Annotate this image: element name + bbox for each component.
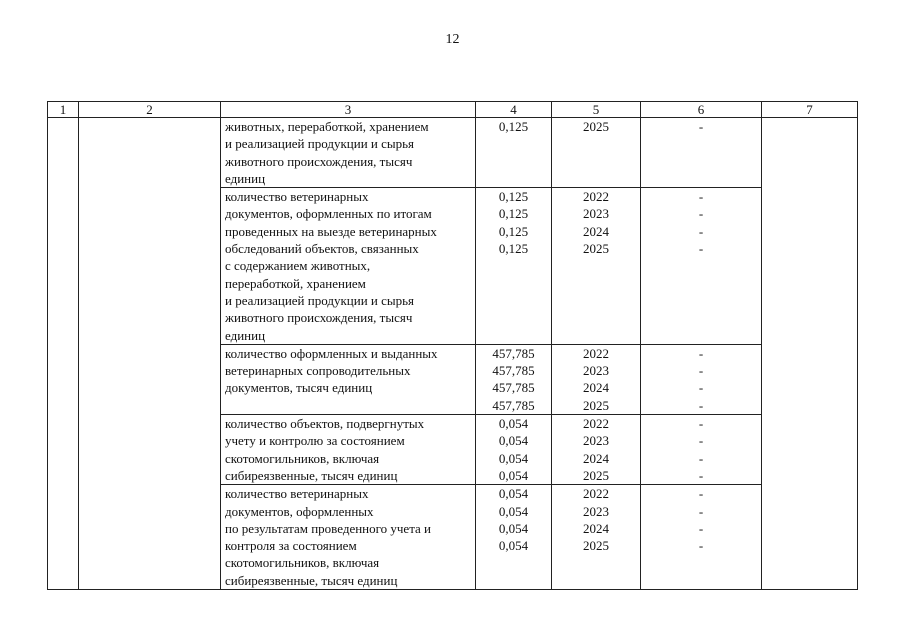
indicator-name (221, 188, 476, 345)
col6-cell (641, 118, 762, 188)
header-cell-4: 4 (476, 102, 552, 118)
data-table (47, 101, 858, 590)
col6-cell (641, 344, 762, 414)
col6-cell-line: - (698, 467, 704, 483)
indicator-name-line: животного происхождения, тысяч (225, 153, 413, 169)
header-cell-2: 2 (79, 102, 221, 118)
value-cell-line: 457,785 (492, 345, 535, 361)
value-cell-line: 0,054 (498, 450, 529, 466)
header-cell-1: 1 (48, 102, 79, 118)
year-cell-line: 2023 (583, 433, 609, 449)
indicator-name-line: количество оформленных и выданных (225, 345, 438, 361)
year-cell (552, 188, 641, 345)
col6-cell-line: - (698, 503, 704, 519)
indicator-name-line: документов, оформленных (225, 503, 374, 519)
year-cell-line: 2025 (583, 397, 609, 413)
year-cell-line: 2023 (583, 503, 609, 519)
year-cell (552, 415, 641, 485)
indicator-name-line: переработкой, хранением (225, 275, 366, 291)
col6-cell-line: - (698, 486, 704, 502)
indicator-name (221, 415, 476, 485)
value-cell-line: 0,054 (498, 538, 529, 554)
col6-cell-line: - (698, 380, 704, 396)
year-cell-line: 2022 (583, 189, 609, 205)
value-cell-line: 0,125 (498, 119, 529, 134)
value-cell-line: 0,054 (498, 467, 529, 483)
indicator-name-line: сибиреязвенные, тысяч единиц (225, 572, 398, 588)
col6-cell-line: - (698, 206, 704, 222)
year-cell-line: 2024 (583, 520, 609, 536)
value-cell-line: 0,054 (498, 486, 529, 502)
indicator-name-line: скотомогильников, включая (225, 450, 380, 466)
year-cell-line: 2023 (583, 363, 609, 379)
value-cell-line: 0,125 (498, 223, 529, 239)
year-cell-line: 2024 (583, 450, 609, 466)
header-cell-5: 5 (552, 102, 641, 118)
col6-cell-line: - (698, 119, 704, 134)
col6-cell-line: - (698, 450, 704, 466)
col6-cell-line: - (698, 397, 704, 413)
year-cell (552, 118, 641, 188)
indicator-name-line: документов, тысяч единиц (225, 380, 373, 396)
year-cell (552, 485, 641, 590)
indicator-name-line: единиц (225, 327, 266, 343)
year-cell-line: 2025 (583, 241, 609, 257)
indicator-name-line: животных, переработкой, хранением (225, 119, 429, 134)
value-cell-line: 457,785 (492, 363, 535, 379)
value-cell-line: 0,125 (498, 241, 529, 257)
year-cell-line: 2022 (583, 416, 609, 432)
value-cell (476, 188, 552, 345)
col6-cell-line: - (698, 520, 704, 536)
col6-cell-line: - (698, 416, 704, 432)
indicator-name-line: с содержанием животных, (225, 258, 371, 274)
indicator-name-line: проведенных на выезде ветеринарных (225, 223, 437, 239)
indicator-name-line: сибиреязвенные, тысяч единиц (225, 467, 398, 483)
page-number: 12 (445, 32, 460, 47)
indicator-name-line: количество ветеринарных (225, 486, 369, 502)
year-cell-line: 2025 (583, 119, 609, 134)
value-cell-line: 457,785 (492, 397, 535, 413)
indicator-name-line: и реализацией продукции и сырья (225, 292, 415, 308)
col6-cell-line: - (698, 433, 704, 449)
col7-cell (762, 118, 858, 590)
indicator-name-line: скотомогильников, включая (225, 555, 380, 571)
year-cell (552, 344, 641, 414)
col6-cell-line: - (698, 538, 704, 554)
indicator-name-line: единиц (225, 170, 266, 186)
table-row (48, 118, 858, 188)
col1-cell (48, 118, 79, 590)
year-cell-line: 2022 (583, 345, 609, 361)
col6-cell-line: - (698, 241, 704, 257)
header-cell-7: 7 (762, 102, 858, 118)
indicator-name (221, 485, 476, 590)
value-cell-line: 0,125 (498, 189, 529, 205)
indicator-name-line: документов, оформленных по итогам (225, 206, 432, 222)
indicator-name-line: и реализацией продукции и сырья (225, 136, 415, 152)
table-header-row (48, 102, 858, 118)
year-cell-line: 2023 (583, 206, 609, 222)
col6-cell-line: - (698, 189, 704, 205)
table-body (48, 102, 858, 590)
indicator-name (221, 118, 476, 188)
year-cell-line: 2024 (583, 380, 609, 396)
col6-cell-line: - (698, 363, 704, 379)
indicator-name-line: ветеринарных сопроводительных (225, 363, 411, 379)
value-cell (476, 415, 552, 485)
col6-cell (641, 415, 762, 485)
value-cell-line: 0,054 (498, 503, 529, 519)
col6-cell (641, 485, 762, 590)
value-cell (476, 118, 552, 188)
value-cell-line: 0,054 (498, 433, 529, 449)
indicator-name-line: животного происхождения, тысяч (225, 310, 413, 326)
indicator-name-line: количество объектов, подвергнутых (225, 416, 425, 432)
indicator-name-line: учету и контролю за состоянием (225, 433, 405, 449)
value-cell-line: 457,785 (492, 380, 535, 396)
value-cell (476, 485, 552, 590)
col2-cell (79, 118, 221, 590)
value-cell (476, 344, 552, 414)
header-cell-6: 6 (641, 102, 762, 118)
indicator-name-line: обследований объектов, связанных (225, 241, 419, 257)
indicator-name (221, 344, 476, 414)
header-cell-3: 3 (221, 102, 476, 118)
indicator-name-line: контроля за состоянием (225, 538, 357, 554)
col6-cell-line: - (698, 345, 704, 361)
year-cell-line: 2022 (583, 486, 609, 502)
value-cell-line: 0,054 (498, 416, 529, 432)
year-cell-line: 2025 (583, 538, 609, 554)
indicator-name-line: по результатам проведенного учета и (225, 520, 432, 536)
year-cell-line: 2024 (583, 223, 609, 239)
value-cell-line: 0,054 (498, 520, 529, 536)
value-cell-line: 0,125 (498, 206, 529, 222)
year-cell-line: 2025 (583, 467, 609, 483)
indicator-name-line: количество ветеринарных (225, 189, 369, 205)
col6-cell-line: - (698, 223, 704, 239)
col6-cell (641, 188, 762, 345)
